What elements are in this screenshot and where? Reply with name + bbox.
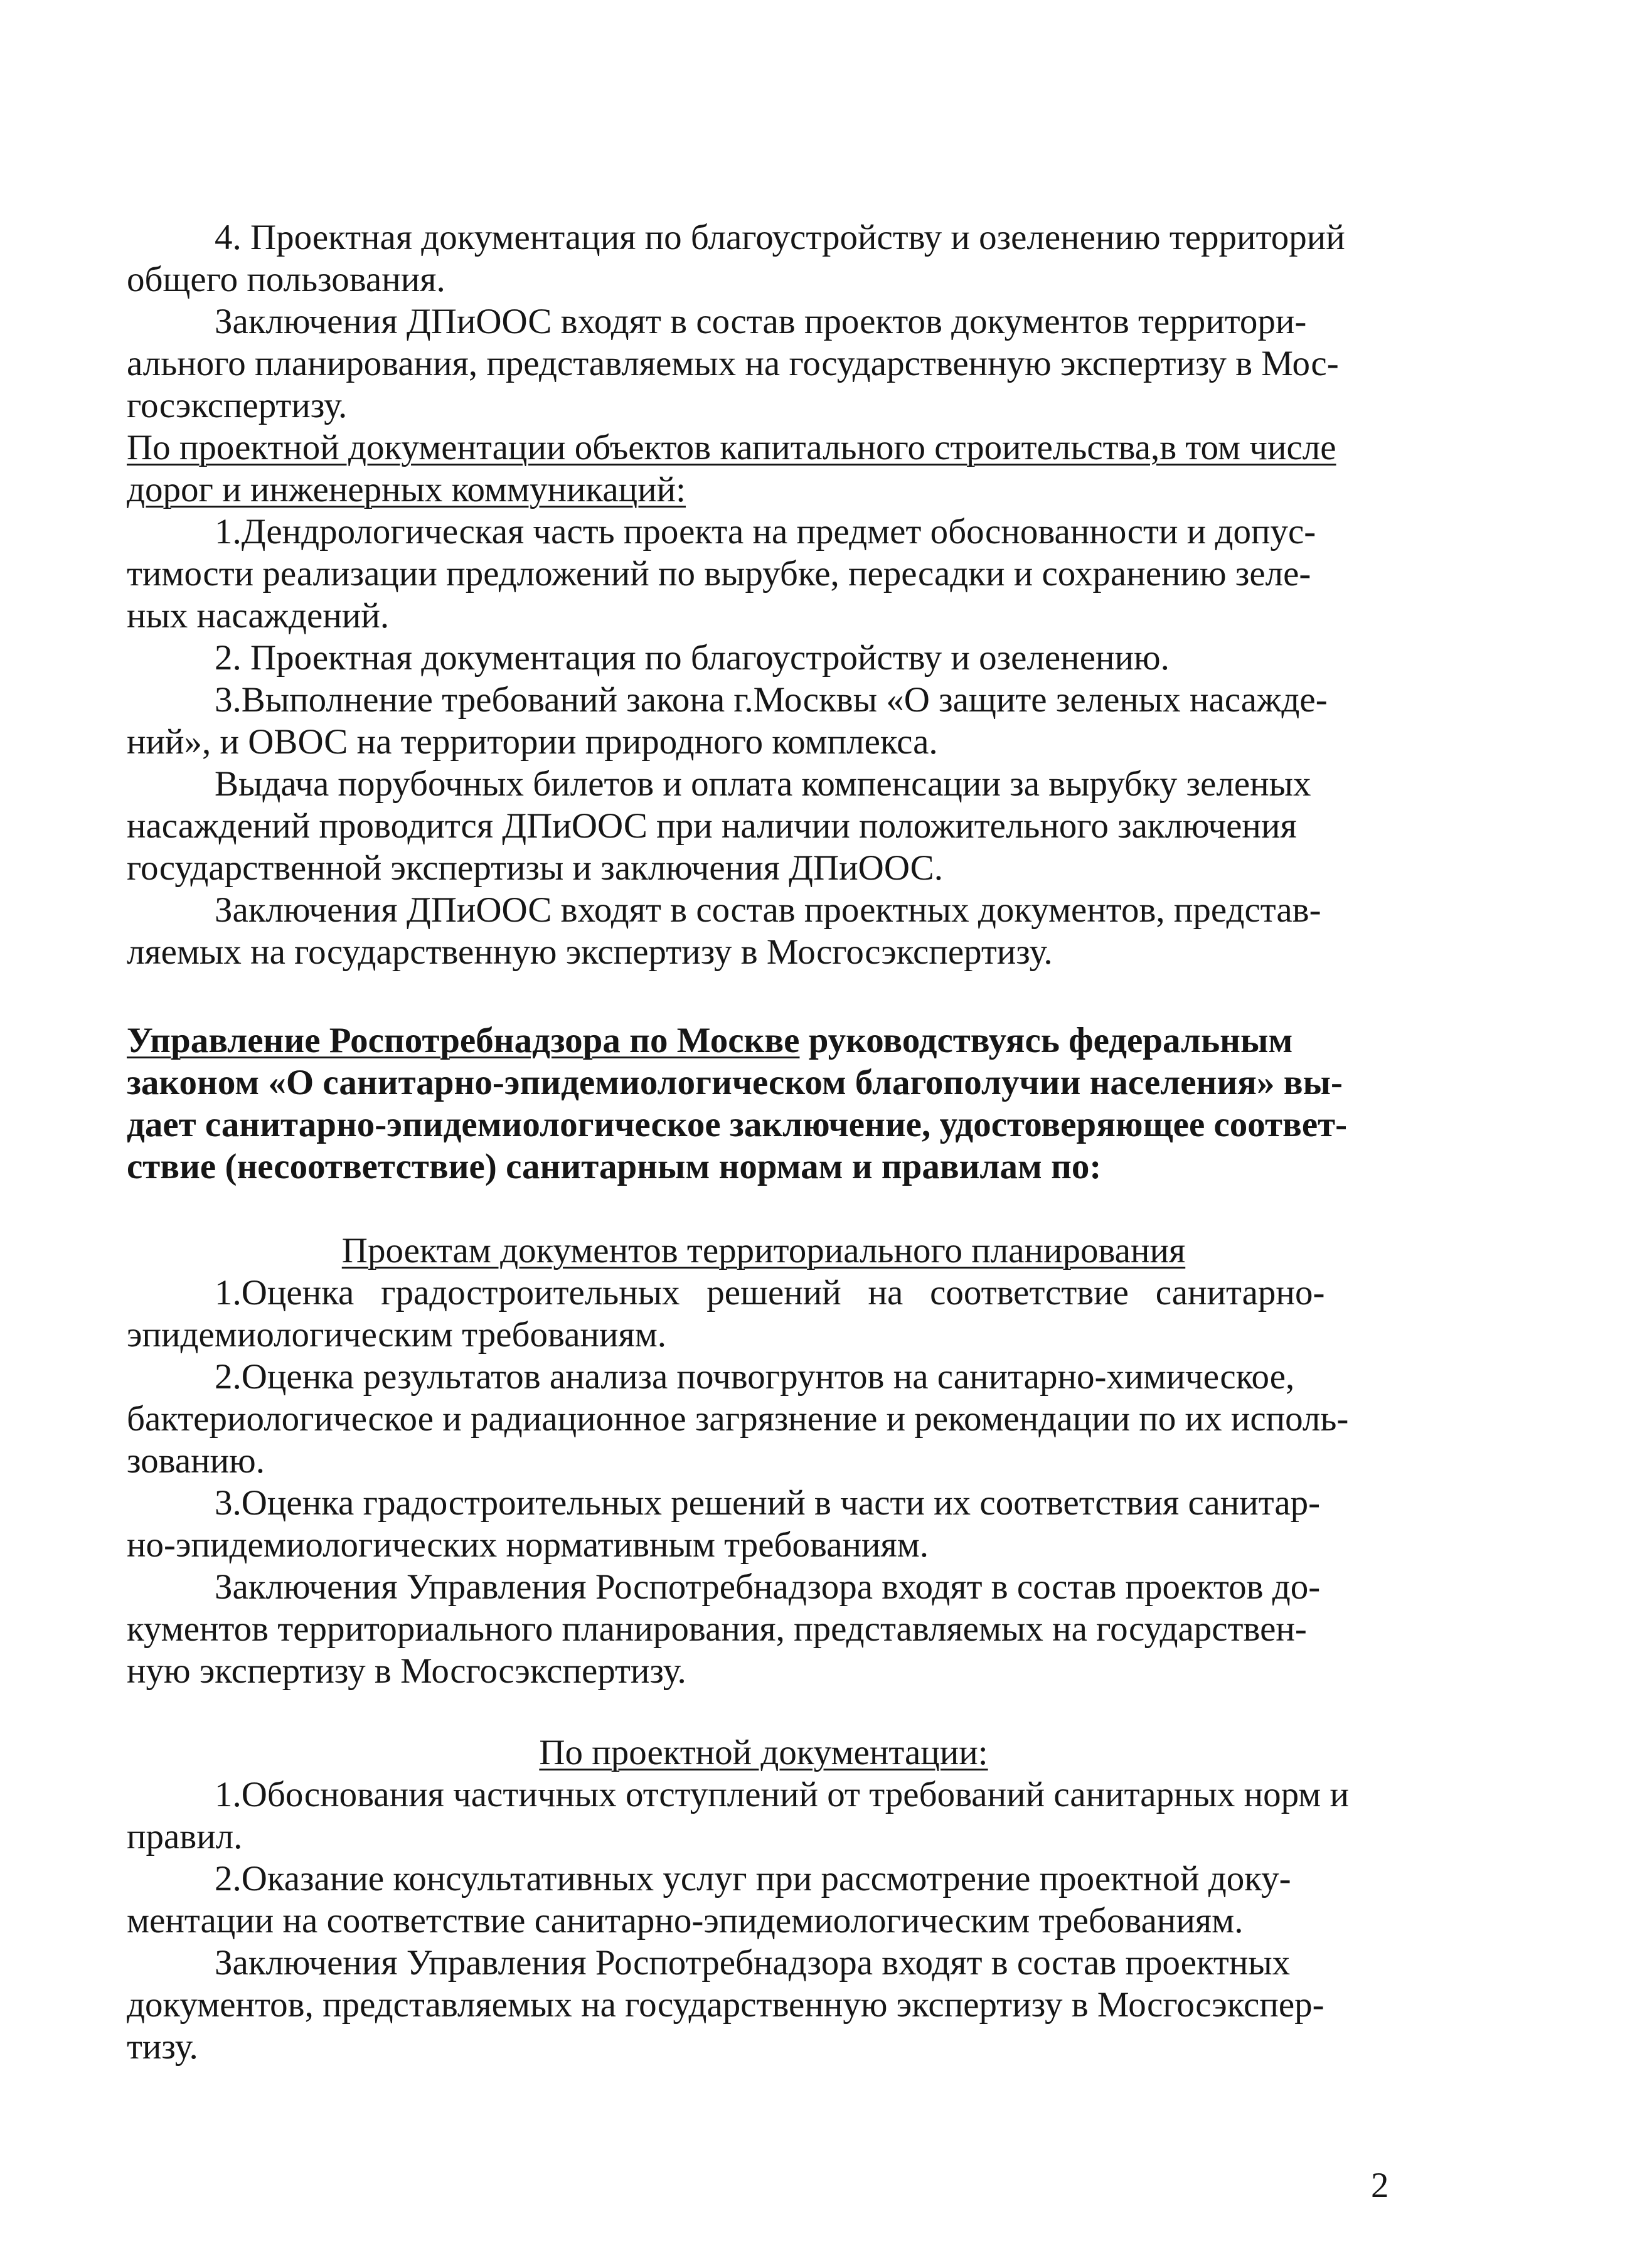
paragraph-line [127,216,1400,258]
paragraph-line: документов, представляемых на государственную экспертизу в Мосгосэкспер- [127,1985,1324,2025]
paragraph-line: ную экспертизу в Мосгосэкспертизу. [127,1651,686,1691]
paragraph-line: госэкспертизу. [127,386,348,425]
section-heading [127,1230,1400,1272]
paragraph-line: ствие (несоответствие) санитарным нормам и правилам по: [127,1147,1102,1186]
paragraph-line: Заключения Управления Роспотребнадзора входят в состав проектов до- [215,1567,1321,1607]
paragraph-line: законом «О санитарно-эпидемиологическом благополучии населения» вы- [127,1063,1343,1102]
heading-text: По проектной документации: [539,1733,988,1772]
section-heading: дорог и инженерных коммуникаций: [127,470,686,509]
paragraph-line: насаждений проводится ДПиООС при наличии положительного заключения [127,806,1297,846]
paragraph-line: дает санитарно-эпидемиологическое заключение, удостоверяющее соответ- [127,1105,1348,1144]
list-item-line: но-эпидемиологических нормативным требованиям. [127,1525,929,1565]
section-heading: По проектной документации объектов капитального строительства,в том числе [127,428,1336,467]
list-item-line: эпидемиологическим требованиям. [127,1315,667,1355]
list-item-line: ментации на соответствие санитарно-эпидемиологическим требованиям. [127,1901,1244,1941]
section-territorial-planning [127,1230,1400,1692]
paragraph-line: тизу. [127,2027,198,2067]
heading-text: Проектам документов территориального планирования [341,1231,1186,1270]
text-run: руководствуясь федеральным [799,1021,1293,1060]
paragraph-line: общего пользования. [127,260,445,299]
list-item-line: ных насаждений. [127,596,390,636]
paragraph-line: Заключения Управления Роспотребнадзора входят в состав проектных [215,1943,1291,1983]
paragraph-line: Заключения ДПиООС входят в состав проектов документов территори- [215,302,1307,341]
list-item-line: правил. [127,1817,243,1856]
list-item-line: бактериологическое и радиационное загрязнение и рекомендации по их исполь- [127,1399,1349,1439]
list-item-line: 2.Оказание консультативных услуг при рассмотрение проектной доку- [215,1859,1291,1898]
list-item-line: 1.Дендрологическая часть проекта на предмет обоснованности и допус- [215,512,1316,551]
paragraph-line: Заключения ДПиООС входят в состав проектных документов, представ- [215,890,1321,930]
page-number: 2 [1371,2166,1389,2205]
section-rospotrebnadzor-intro [127,1020,1400,1188]
list-item-line: тимости реализации предложений по вырубке, пересадки и сохранению зеле- [127,554,1311,594]
list-item-line: 1.Обоснования частичных отступлений от требований санитарных норм и [215,1775,1350,1814]
section-green-spaces [127,216,1400,973]
list-item-line: 3.Выполнение требований закона г.Москвы «О защите зеленых насажде- [215,680,1328,720]
paragraph-line [127,1020,1400,1062]
paragraph-line: кументов территориального планирования, представляемых на государствен- [127,1609,1307,1649]
list-item-line: 3.Оценка градостроительных решений в части их соответствия санитар- [215,1483,1321,1523]
section-project-documentation [127,1732,1400,2068]
list-item-line: 1.Оценка градостроительных решений на соответствие санитарно- [215,1273,1325,1312]
list-item-line: ний», и ОВОС на территории природного комплекса. [127,722,938,762]
paragraph-line: ального планирования, представляемых на государственную экспертизу в Мос- [127,344,1339,383]
organization-name: Управление Роспотребнадзора по Москве [127,1021,800,1060]
paragraph-line: ляемых на государственную экспертизу в Мосгосэкспертизу. [127,932,1053,972]
paragraph-line: Выдача порубочных билетов и оплата компенсации за вырубку зеленых [215,764,1311,804]
section-heading [127,1732,1400,1774]
list-item-line: 2.Оценка результатов анализа почвогрунтов на санитарно-химическое, [215,1357,1295,1397]
text-run: 4. Проектная документация по благоустройству и озеленению территорий [215,218,1345,257]
paragraph-line: государственной экспертизы и заключения ДПиООС. [127,848,943,888]
list-item-line: 2. Проектная документация по благоустройству и озеленению. [215,638,1170,678]
list-item-line: зованию. [127,1441,265,1481]
